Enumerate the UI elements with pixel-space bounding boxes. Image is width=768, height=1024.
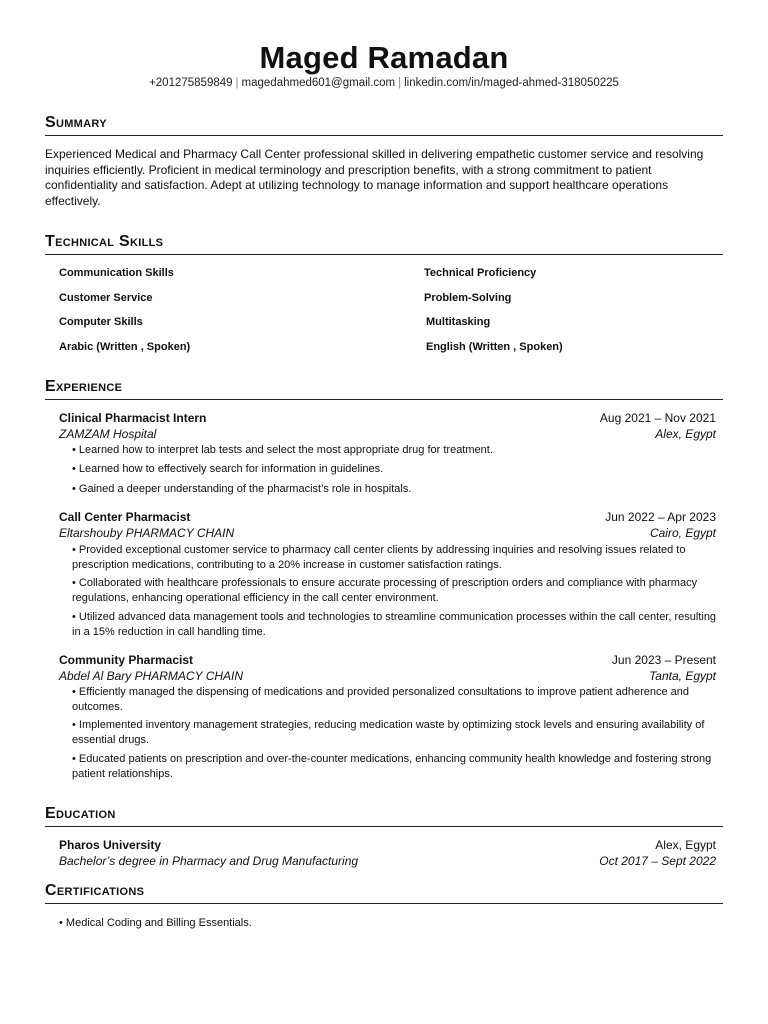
school-name: Pharos University — [59, 838, 162, 852]
separator: | — [235, 77, 239, 89]
skill-item: Arabic (Written , Spoken) — [59, 341, 191, 353]
job-bullet: • Utilized advanced data management tools and technologies to streamline communication processes within the call center, resulting in a 15% reduction in call handling time. — [72, 610, 724, 639]
skill-item: Customer Service — [59, 292, 153, 304]
job-company: ZAMZAM Hospital — [59, 427, 157, 441]
section-title-experience: Experience — [45, 377, 723, 400]
job-bullet: • Learned how to interpret lab tests and select the most appropriate drug for treatment. — [72, 443, 724, 458]
linkedin-link[interactable]: linkedin.com/in/maged-ahmed-318050225 — [404, 77, 619, 89]
job-title: Call Center Pharmacist — [59, 510, 191, 524]
summary-text: Experienced Medical and Pharmacy Call Center professional skilled in delivering empathetic customer service and resolving inquiries efficiently. Proficient in medical terminology and prescription benefits, with a strong commitment to patient confidentiality and satisfaction. Adept at utilizing technology to manage information and support healthcare operations effectively. — [45, 147, 704, 208]
job-bullet: • Gained a deeper understanding of the pharmacist’s role in hospitals. — [72, 482, 724, 497]
phone-number: +201275859849 — [149, 77, 233, 89]
skill-item: Communication Skills — [59, 267, 174, 279]
job-company: Eltarshouby PHARMACY CHAIN — [59, 526, 235, 540]
job-bullet: • Learned how to effectively search for information in guidelines. — [72, 462, 724, 477]
separator: | — [398, 77, 402, 89]
section-title-education: Education — [45, 804, 723, 827]
skill-item: Technical Proficiency — [424, 267, 537, 279]
job-location: Cairo, Egypt — [649, 526, 716, 540]
email-link[interactable]: magedahmed601@gmail.com — [241, 77, 396, 89]
section-title-certifications: Certifications — [45, 881, 723, 904]
skill-item: Problem-Solving — [424, 292, 512, 304]
job-bullet: • Educated patients on prescription and over-the-counter medications, enhancing community health knowledge and fostering strong patient relationships. — [72, 752, 724, 781]
contact-line — [0, 76, 768, 90]
skill-item: Multitasking — [426, 316, 491, 328]
job-dates: Aug 2021 – Nov 2021 — [599, 411, 716, 425]
job-location: Tanta, Egypt — [649, 669, 716, 683]
job-location: Alex, Egypt — [655, 427, 716, 441]
job-company: Abdel Al Bary PHARMACY CHAIN — [59, 669, 244, 683]
education-dates: Oct 2017 – Sept 2022 — [599, 854, 716, 868]
skill-item: English (Written , Spoken) — [426, 341, 563, 353]
job-bullet: • Implemented inventory management strategies, reducing medication waste by optimizing stock levels and ensuring availability of essential drugs. — [72, 718, 724, 747]
degree: Bachelor’s degree in Pharmacy and Drug Manufacturing — [59, 854, 359, 868]
job-bullet: • Collaborated with healthcare professionals to ensure accurate processing of prescription orders and compliance with pharmacy regulations, enhancing operational efficiency in the call center environment. — [72, 576, 724, 605]
section-title-skills: Technical Skills — [45, 232, 723, 255]
school-location: Alex, Egypt — [655, 838, 716, 852]
candidate-name: Maged Ramadan — [259, 40, 509, 75]
skill-item: Computer Skills — [59, 316, 143, 328]
job-dates: Jun 2022 – Apr 2023 — [605, 510, 716, 524]
job-dates: Jun 2023 – Present — [611, 653, 716, 667]
job-title: Community Pharmacist — [59, 653, 194, 667]
job-title: Clinical Pharmacist Intern — [59, 411, 207, 425]
job-bullet: • Provided exceptional customer service to pharmacy call center clients by addressing inquiries and resolving issues related to prescription medications, contributing to a 20% increase in customer satisfaction ratings. — [72, 543, 724, 572]
job-bullet: • Efficiently managed the dispensing of medications and provided personalized consultations to improve patient adherence and outcomes. — [72, 685, 724, 714]
section-title-summary: Summary — [45, 113, 723, 136]
certification-item: • Medical Coding and Billing Essentials. — [59, 916, 252, 930]
